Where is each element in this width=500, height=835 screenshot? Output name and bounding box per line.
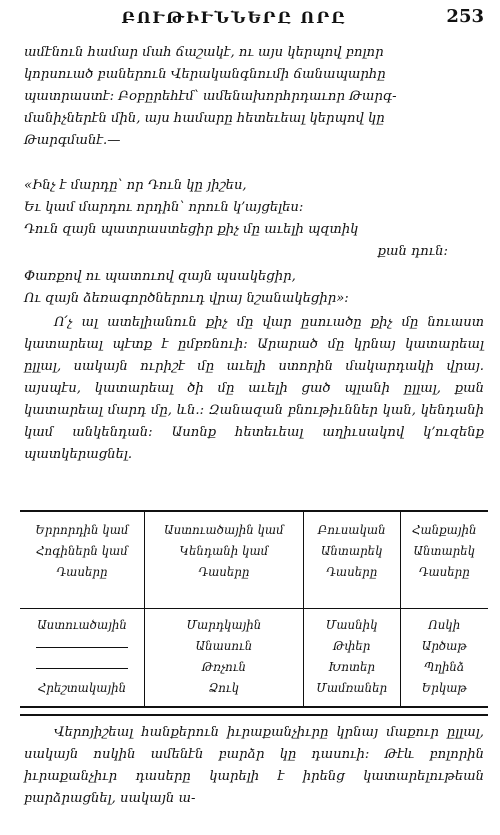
table-cell bbox=[144, 609, 303, 707]
header-line: Բուսական bbox=[317, 523, 386, 537]
header-line: Կենդանի կամ bbox=[179, 544, 269, 558]
table-cell bbox=[303, 609, 400, 707]
table-header-cell bbox=[400, 512, 488, 609]
table-header-cell bbox=[303, 512, 400, 609]
text-line: պատրաստէ: Բօբըրեհէմ՝ ամենախորհրդաւոր Թարգ- bbox=[24, 89, 397, 104]
cell-line: Մամռաներ bbox=[316, 681, 388, 695]
cell-line: Երկաթ bbox=[421, 681, 467, 695]
verse-line-tail: քան դուն: bbox=[377, 244, 448, 259]
table-header-cell bbox=[144, 512, 303, 609]
verse-line: Փառքով ու պատուով զայն պսակեցիր, bbox=[24, 269, 296, 284]
verse-quote-1 bbox=[24, 175, 484, 263]
header-line: Անտարեկ bbox=[413, 544, 476, 558]
text-line: Թարգմանէ.— bbox=[24, 133, 121, 148]
header-line: Դասերը bbox=[198, 565, 250, 579]
paragraph-text: Վերոյիշեալ հանքերուն իւրաքանչիւրը կրնայ մաքուր ըլլալ, սակայն ոսկին ամենէն բարձր կը դասուի: Թէև բոլորին իւրաքանչիւր դասերը կարելի է իրենց կատարելութեան բարձրացնել, սակայն ա- bbox=[24, 725, 484, 806]
paragraph-2 bbox=[24, 312, 484, 466]
verse-line: Ու զայն ձեռագործներուդ վրայ նշանակեցիր»: bbox=[24, 291, 349, 306]
cell-line: Հրեշտակային bbox=[37, 681, 127, 695]
paragraph-3 bbox=[24, 722, 484, 810]
text-line: մանիչներէն մին, այս համարը հետեւեալ կերպով կը bbox=[24, 111, 385, 126]
running-head: ԲՈՒԹԻՒՆՆԵՐԸ ՈՐԸ bbox=[121, 8, 347, 27]
paragraph-1 bbox=[24, 42, 484, 152]
classification-table bbox=[20, 510, 488, 708]
cell-line: Պղինձ bbox=[424, 660, 465, 674]
header-line: Դասերը bbox=[56, 565, 108, 579]
section-rule bbox=[20, 714, 488, 716]
verse-quote-2 bbox=[24, 266, 484, 310]
cell-line: Թռչուն bbox=[201, 660, 247, 674]
cell-line: Արծաթ bbox=[421, 639, 467, 653]
verse-line: «Ինչ է մարդը՝ որ Դուն կը յիշես, bbox=[24, 178, 247, 193]
paragraph-text: Ո՛չ ալ ատելիանուն քիչ մը վար ըսուածը քիչ մը նուաստ կատարեալ պէտք է ըմբռնուի: Արարած մը կրնայ կատարեալ ըլլալ, սակայն ուրիշէ մը աւելի ստորին մակարդակի վրայ. այսպէս, կատարեալ ծի մը աւելի ցած պլանի ըլլալ, քան կատարեալ մարդ մը, ևն.: Զանազան բնութիւններ կան, կենդանի կամ անկենդան: Ասոնք հետեւեալ աղիւսակով կ՚ուզենք պատկերացնել. bbox=[24, 315, 484, 462]
table-header-row bbox=[20, 512, 488, 609]
dash-divider bbox=[22, 636, 142, 657]
text-line: ամէնուն համար մահ ճաշակէ, ու այս կերպով բոլոր bbox=[24, 45, 384, 60]
header-line: Աստուածային կամ bbox=[164, 523, 284, 537]
text-line: կորսուած բաներուն Վերականգնումի ճանապարհը bbox=[24, 67, 386, 82]
cell-line: Աստուածային bbox=[37, 618, 127, 632]
classification-grid bbox=[20, 512, 488, 706]
page-header bbox=[24, 6, 484, 32]
header-line: Հանքային bbox=[411, 523, 477, 537]
table-cell bbox=[400, 609, 488, 707]
page-number: 253 bbox=[446, 6, 484, 27]
header-line: Երրորդին կամ bbox=[35, 523, 129, 537]
cell-line: Անասուն bbox=[195, 639, 253, 653]
header-line: Անտարեկ bbox=[320, 544, 383, 558]
cell-line: Մարդկային bbox=[186, 618, 262, 632]
table-body-row bbox=[20, 609, 488, 707]
cell-line: Խոտեր bbox=[328, 660, 375, 674]
header-line: Դասերը bbox=[418, 565, 470, 579]
cell-line: Ոսկի bbox=[428, 618, 461, 632]
cell-line: Մասնիկ bbox=[325, 618, 378, 632]
cell-line: Թփեր bbox=[332, 639, 371, 653]
verse-line: Եւ կամ մարդու որդին՝ որուն կ՚այցելես: bbox=[24, 200, 304, 215]
header-line: Դասերը bbox=[326, 565, 378, 579]
cell-line: Ձուկ bbox=[208, 681, 240, 695]
table-header-cell bbox=[20, 512, 144, 609]
header-line: Հոգիներն կամ bbox=[36, 544, 128, 558]
table-cell bbox=[20, 609, 144, 707]
dash-divider bbox=[22, 657, 142, 678]
verse-line: Դուն զայն պատրաստեցիր քիչ մը աւելի պզտիկ bbox=[24, 222, 359, 237]
